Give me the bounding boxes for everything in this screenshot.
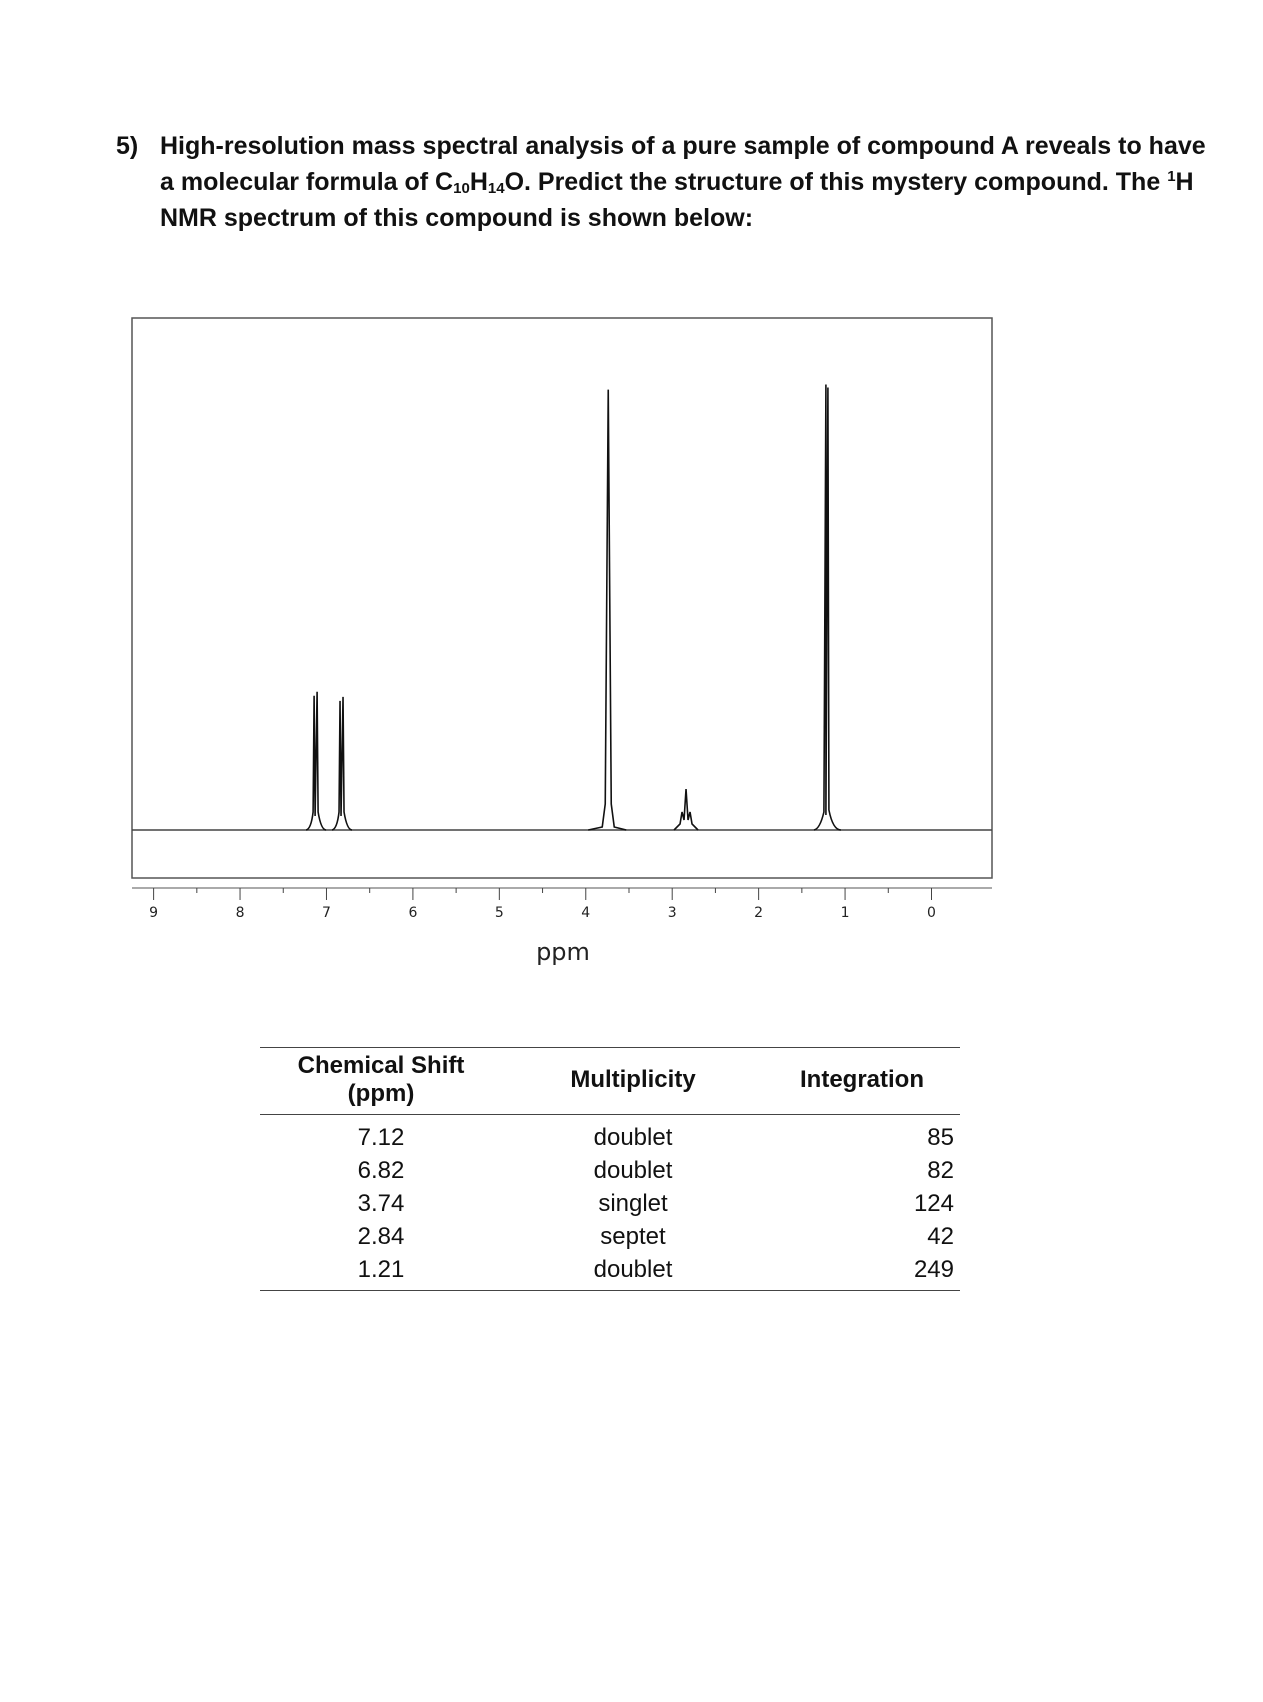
peak-line: [306, 692, 326, 830]
cell-multiplicity: doublet: [593, 1157, 673, 1184]
cell-multiplicity: doublet: [593, 1256, 673, 1283]
cell-multiplicity: septet: [600, 1223, 666, 1250]
peak-line: [814, 385, 841, 830]
spectrum-peaks: [306, 385, 841, 830]
peak-line: [674, 789, 698, 830]
cell-shift: 6.82: [357, 1157, 405, 1184]
x-tick-label: 5: [494, 905, 504, 921]
x-tick-label: 2: [754, 905, 764, 921]
header-integration: Integration: [800, 1066, 924, 1093]
x-axis-ticks: [149, 888, 936, 921]
question-part-3: O. Predict the structure of this mystery compound. The: [504, 168, 1168, 196]
cell-shift: 2.84: [357, 1223, 405, 1250]
peak-doublet: [814, 385, 841, 830]
isotope-superscript: 1: [1167, 168, 1176, 185]
peak-line: [332, 697, 352, 830]
peak-doublet: [306, 692, 326, 830]
hydrogen-count: 14: [487, 180, 505, 197]
cell-shift: 7.12: [357, 1124, 405, 1151]
x-tick-label: 1: [840, 905, 850, 921]
cell-integration: 82: [927, 1157, 954, 1184]
table-row: [260, 1115, 960, 1155]
cell-multiplicity: singlet: [598, 1190, 668, 1217]
header-multiplicity: Multiplicity: [570, 1066, 696, 1093]
x-tick-label: 8: [235, 905, 245, 921]
table-row: [260, 1253, 960, 1291]
peak-septet: [674, 789, 698, 830]
table-row: [260, 1154, 960, 1187]
peak-doublet: [332, 697, 352, 830]
cell-shift: 1.21: [357, 1256, 405, 1283]
x-tick-label: 4: [581, 905, 591, 921]
header-chemical-shift: Chemical Shift (ppm): [297, 1052, 465, 1107]
x-axis-title: ppm: [536, 938, 590, 966]
nmr-data-table: [260, 1047, 960, 1291]
x-tick-label: 9: [149, 905, 159, 921]
plot-frame: [132, 318, 992, 878]
x-tick-label: 3: [667, 905, 677, 921]
table-row: [260, 1220, 960, 1253]
cell-multiplicity: doublet: [593, 1124, 673, 1151]
question-part-4: H NMR spectrum of this compound is shown below:: [160, 168, 1194, 232]
x-tick-label: 0: [927, 905, 936, 921]
table-header-row: [260, 1048, 960, 1115]
cell-integration: 124: [913, 1190, 954, 1217]
cell-shift: 3.74: [357, 1190, 405, 1217]
carbon-count: 10: [453, 180, 470, 197]
question-number: 5): [116, 132, 139, 160]
peak-line: [588, 390, 626, 830]
peak-singlet: [588, 390, 626, 830]
cell-integration: 85: [927, 1124, 954, 1151]
question-part-2: H: [469, 168, 488, 196]
cell-integration: 42: [927, 1223, 954, 1250]
x-tick-label: 6: [408, 905, 418, 921]
question-part-1: High-resolution mass spectral analysis of a pure sample of compound A reveals to have a molecular formula of C: [160, 132, 1206, 196]
cell-integration: 249: [913, 1256, 954, 1283]
table-row: [260, 1187, 960, 1220]
x-tick-label: 7: [322, 905, 331, 921]
